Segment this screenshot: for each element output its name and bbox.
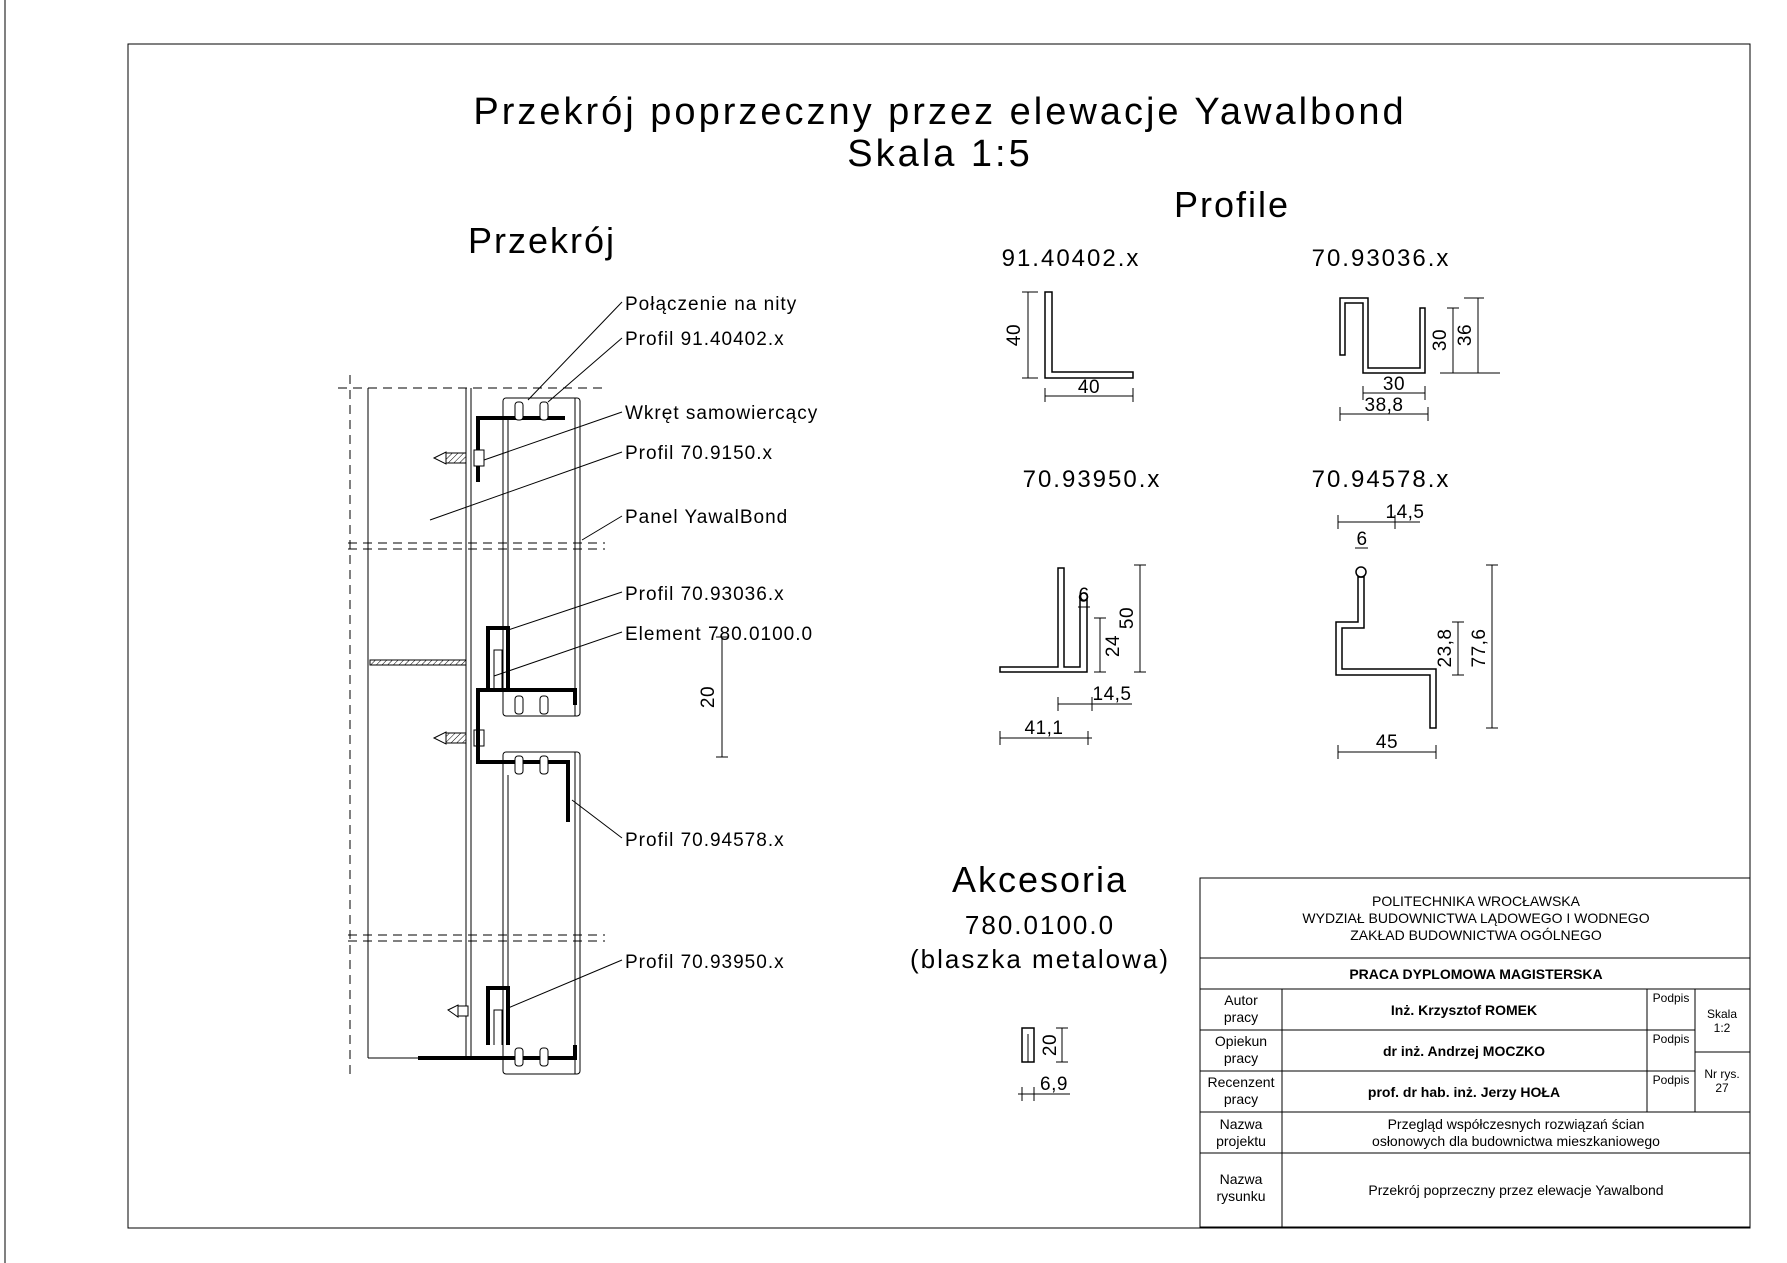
signature-label: Podpis [1652,991,1690,1005]
profile-code-70-94578: 70.94578.x [1311,466,1451,493]
institution-line: POLITECHNIKA WROCŁAWSKA [1372,893,1580,909]
sheet-title: Przekrój poprzeczny przez elewacje Yawalbond [473,91,1407,133]
dimension-label: 30 [1430,328,1451,352]
profile-code-70-93950: 70.93950.x [1022,466,1162,493]
accessory-description: (blaszka metalowa) [910,944,1170,974]
dimension-label: 14,5 [1092,684,1132,705]
rivet [515,1048,523,1066]
reviewer-label: pracy [1223,1091,1259,1107]
dimension-label: 20 [698,685,719,709]
label-self-drilling-screw: Wkręt samowiercący [625,403,819,424]
label-profile-70-94578: Profil 70.94578.x [625,830,785,851]
supervisor-label: pracy [1223,1050,1259,1066]
dimension-label: 41,1 [1024,718,1064,739]
label-profile-70-9150: Profil 70.9150.x [625,443,774,464]
reviewer-label: Recenzent [1207,1074,1275,1090]
supervisor-name: dr inż. Andrzej MOCZKO [1382,1043,1546,1059]
dimension-label: 45 [1375,732,1399,753]
dimension-label: 24 [1103,634,1124,658]
label-element-780: Element 780.0100.0 [625,624,814,645]
signature-label: Podpis [1652,1032,1690,1046]
project-label: projektu [1216,1133,1266,1149]
dimension-label: 6,9 [1040,1074,1068,1095]
institution-line: WYDZIAŁ BUDOWNICTWA LĄDOWEGO I WODNEGO [1302,910,1650,926]
drawing-label: rysunku [1216,1188,1266,1204]
dimension-label: 40 [1077,377,1101,398]
accessories-heading: Akcesoria [951,859,1129,900]
dimension-label: 6 [1356,529,1368,550]
project-label: Nazwa [1219,1116,1263,1132]
dimension-label: 36 [1455,323,1476,347]
supervisor-label: Opiekun [1214,1033,1268,1049]
author-label: pracy [1223,1009,1259,1025]
work-type: PRACA DYPLOMOWA MAGISTERSKA [1349,966,1603,982]
drawing-label: Nazwa [1219,1171,1263,1187]
author-label: Autor [1224,992,1258,1008]
dimension-label: 77,6 [1469,628,1490,668]
rivet [515,756,523,774]
institution-line: ZAKŁAD BUDOWNICTWA OGÓLNEGO [1350,927,1602,943]
rivet [515,402,523,420]
sheet-number-value: 27 [1715,1081,1729,1095]
dimension-label: 14,5 [1385,502,1425,523]
sheet-scale: Skala 1:5 [847,133,1033,175]
dimension-label: 6 [1078,585,1090,606]
project-name: Przegląd współczesnych rozwiązań ścian [1387,1116,1645,1132]
section-heading: Przekrój [468,220,617,261]
dimension-label: 23,8 [1435,628,1456,668]
label-profile-91-40402: Profil 91.40402.x [625,329,785,350]
label-rivet-joint: Połączenie na nity [625,294,798,315]
project-name: osłonowych dla budownictwa mieszkaniowego [1372,1133,1660,1149]
scale-label: Skala [1706,1007,1738,1021]
scale-value: 1:2 [1713,1021,1731,1035]
sheet-number-label: Nr rys. [1704,1067,1740,1081]
rivet [540,696,548,714]
author-name: Inż. Krzysztof ROMEK [1390,1002,1538,1018]
profile-code-70-93036: 70.93036.x [1311,245,1451,272]
dimension-label: 30 [1382,374,1406,395]
label-panel: Panel YawalBond [625,507,789,528]
signature-label: Podpis [1652,1073,1690,1087]
profile-code-91-40402: 91.40402.x [1001,245,1141,272]
rivet [515,696,523,714]
rivet [540,402,548,420]
profiles-heading: Profile [1173,184,1291,225]
dimension-label: 50 [1117,606,1138,630]
bracket-hatch [370,660,466,665]
label-profile-70-93036: Profil 70.93036.x [625,584,785,605]
reviewer-name: prof. dr hab. inż. Jerzy HOŁA [1367,1084,1561,1100]
rivet [540,1048,548,1066]
dimension-label: 38,8 [1364,395,1404,416]
rivet [540,756,548,774]
accessory-code: 780.0100.0 [964,910,1116,940]
dimension-label: 40 [1004,323,1025,347]
drawing-name: Przekrój poprzeczny przez elewacje Yawalbond [1368,1182,1664,1198]
dimension-label: 20 [1040,1033,1061,1057]
label-profile-70-93950: Profil 70.93950.x [625,952,785,973]
